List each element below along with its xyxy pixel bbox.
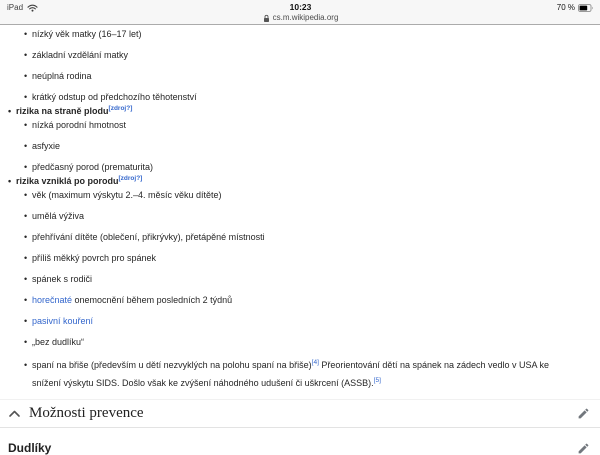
bullet-icon: •	[24, 71, 28, 81]
bullet-icon: •	[24, 253, 28, 263]
section-heading-prevention[interactable]	[0, 399, 600, 428]
list-item	[24, 48, 578, 62]
list-heading-text: rizika vzniklá po porodu	[16, 176, 119, 186]
battery-icon	[578, 4, 594, 12]
url-bar[interactable]	[263, 13, 339, 23]
list-item	[24, 251, 578, 265]
status-left	[7, 2, 263, 12]
clock: 10:23	[289, 2, 312, 12]
device-label: iPad	[7, 3, 24, 12]
list-item	[24, 209, 578, 223]
chevron-up-icon[interactable]	[8, 409, 21, 418]
list-item	[24, 272, 578, 286]
status-bar	[0, 0, 600, 25]
list-item	[24, 90, 578, 104]
edit-section-button[interactable]	[577, 407, 590, 420]
bullet-icon: •	[24, 360, 28, 370]
bullet-icon: •	[8, 106, 12, 116]
list-item-text: umělá výživa	[32, 211, 85, 221]
reference-link[interactable]: [5]	[373, 377, 381, 384]
list-item	[24, 118, 578, 132]
list-item-text: onemocnění během posledních 2 týdnů	[72, 295, 233, 305]
list-item-text: základní vzdělání matky	[32, 50, 129, 60]
subsection-title: Dudlíky	[8, 441, 52, 455]
article-content	[0, 25, 600, 455]
bullet-icon: •	[24, 232, 28, 242]
list-item	[24, 69, 578, 83]
citation-needed-link[interactable]: [zdroj?]	[118, 175, 143, 182]
wifi-icon	[27, 4, 38, 12]
list-item-heading	[8, 174, 578, 188]
bullet-icon: •	[8, 176, 12, 186]
list-item-text: předčasný porod (prematurita)	[32, 162, 154, 172]
list-item	[24, 27, 578, 41]
list-item-text: krátký odstup od předchozího těhotenství	[32, 92, 197, 102]
bullet-icon: •	[24, 190, 28, 200]
wiki-link[interactable]: horečnaté	[32, 295, 73, 305]
pencil-icon	[577, 407, 590, 420]
list-item-text: Přeorientování dětí na spánek na zádech vedlo v USA ke snížení výskytu SIDS. Došlo však ke zvýšení náhodného udušení či uškrcení (ASSB).	[32, 360, 550, 388]
list-item-text: nízký věk matky (16–17 let)	[32, 29, 142, 39]
list-item-text: nízká porodní hmotnost	[32, 120, 127, 130]
battery-percent: 70 %	[556, 3, 575, 12]
bullet-icon: •	[24, 50, 28, 60]
list-item	[24, 230, 578, 244]
list-item	[24, 314, 578, 328]
list-item-text: přehřívání dítěte (oblečení, přikrývky), přetápěné místnosti	[32, 232, 265, 242]
wiki-link[interactable]: pasivní kouření	[32, 316, 94, 326]
list-item-text: příliš měkký povrch pro spánek	[32, 253, 157, 263]
bullet-icon: •	[24, 29, 28, 39]
bullet-icon: •	[24, 295, 28, 305]
bullet-icon: •	[24, 92, 28, 102]
bullet-icon: •	[24, 274, 28, 284]
status-center	[263, 2, 339, 23]
list-item	[24, 139, 578, 153]
bullet-icon: •	[24, 120, 28, 130]
list-item	[24, 188, 578, 202]
status-right	[338, 2, 594, 12]
bullet-icon: •	[24, 337, 28, 347]
list-item	[24, 335, 578, 349]
reference-link[interactable]: [4]	[311, 359, 319, 366]
list-item-text: neúplná rodina	[32, 71, 92, 81]
edit-section-button[interactable]	[577, 442, 590, 455]
bullet-icon: •	[24, 141, 28, 151]
list-item-text: „bez dudlíku“	[32, 337, 85, 347]
lock-icon	[263, 14, 270, 23]
bullet-icon: •	[24, 211, 28, 221]
bullet-icon: •	[24, 316, 28, 326]
list-item-text: věk (maximum výskytu 2.–4. měsíc věku dítěte)	[32, 190, 222, 200]
list-item	[24, 293, 578, 307]
list-item	[24, 160, 578, 174]
list-item	[24, 356, 578, 392]
bullet-icon: •	[24, 162, 28, 172]
url-text: cs.m.wikipedia.org	[272, 13, 339, 22]
pencil-icon	[577, 442, 590, 455]
list-heading-text: rizika na straně plodu	[16, 106, 109, 116]
list-item-heading	[8, 104, 578, 118]
section-title: Možnosti prevence	[29, 405, 144, 421]
subsection-heading-pacifiers	[0, 428, 600, 455]
list-item-text: asfyxie	[32, 141, 61, 151]
list-item-text: spánek s rodiči	[32, 274, 93, 284]
citation-needed-link[interactable]: [zdroj?]	[108, 105, 133, 112]
list-item-text: spaní na břiše (především u dětí nezvyklých na polohu spaní na břiše)	[32, 360, 312, 370]
